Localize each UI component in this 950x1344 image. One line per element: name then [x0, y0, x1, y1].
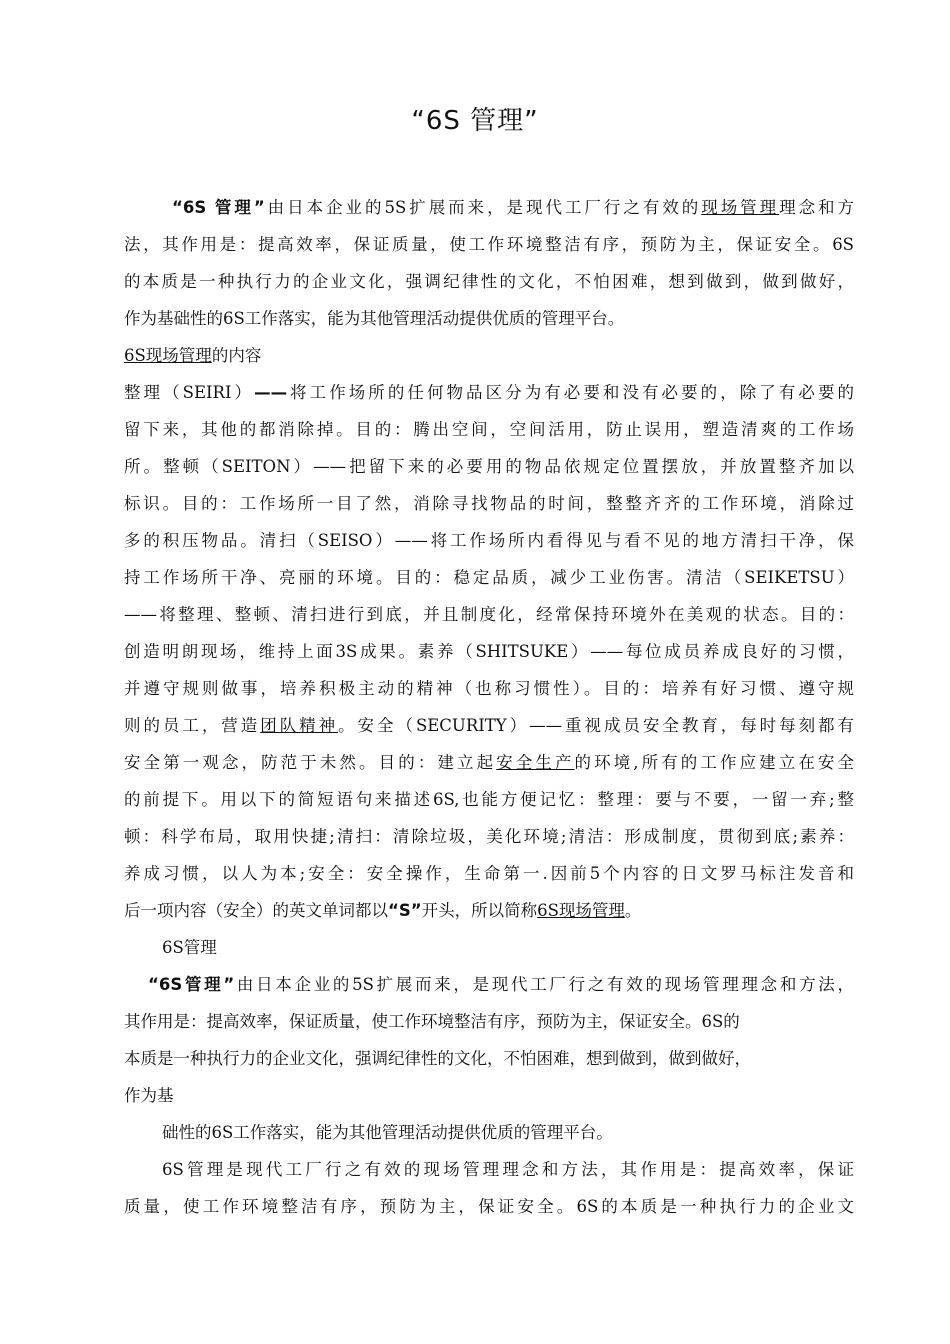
text-line: 留下来，其他的都消除掉。目的：腾出空间，空间活用，防止误用，塑造清爽的工作场 — [124, 420, 854, 439]
text-line: 养成习惯，以人为本;安全：安全操作，生命第一.因前5个内容的日文罗马标注发音和 — [124, 864, 854, 883]
text-line: 持工作场所干净、亮丽的环境。目的：稳定品质，减少工业伤害。清洁（SEIKETSU） — [124, 568, 854, 587]
text-line: “6S管理”由日本企业的5S扩展而来，是现代工厂行之有效的现场管理理念和方法， — [148, 975, 854, 994]
text-line: 法，其作用是：提高效率，保证质量，使工作环境整洁有序，预防为主，保证安全。6S — [124, 235, 854, 254]
text-line: 所。整顿（SEITON）——把留下来的必要用的物品依规定位置摆放，并放置整齐加以 — [124, 457, 854, 476]
text-line: 并遵守规则做事，培养积极主动的精神（也称习惯性）。目的：培养有好习惯、遵守规 — [124, 679, 854, 698]
text-line: “6S 管理”由日本企业的5S扩展而来，是现代工厂行之有效的现场管理理念和方 — [172, 198, 855, 217]
text-line: 作为基 — [124, 1086, 174, 1105]
link-6s-xianchang-guanli[interactable]: 6S现场管理 — [124, 346, 212, 365]
text-line: 多的积压物品。清扫（SEISO）——将工作场所内看得见与看不见的地方清扫干净，保 — [124, 531, 854, 550]
text-line: 则的员工，营造团队精神。安全（SECURITY）——重视成员安全教育，每时每刻都有 — [124, 716, 855, 735]
text-line: 标识。目的：工作场所一目了然，消除寻找物品的时间，整整齐齐的工作环境，消除过 — [124, 494, 854, 513]
subheading-6s-guanli: 6S管理 — [162, 938, 217, 957]
text-line: 的本质是一种执行力的企业文化，强调纪律性的文化，不怕困难，想到做到，做到做好， — [124, 272, 854, 291]
text-line: 后一项内容（安全）的英文单词都以“S”开头，所以简称6S现场管理。 — [124, 901, 642, 920]
link-xianchang-guanli[interactable]: 现场管理 — [701, 198, 780, 217]
text-line: 质量，使工作环境整洁有序，预防为主，保证安全。6S的本质是一种执行力的企业文 — [124, 1197, 854, 1216]
text-line: 作为基础性的6S工作落实，能为其他管理活动提供优质的管理平台。 — [124, 309, 625, 328]
text-line: 整理（SEIRI）——将工作场所的任何物品区分为有必要和没有必要的，除了有必要的 — [124, 383, 855, 402]
text-line: 6S管理是现代工厂行之有效的现场管理理念和方法，其作用是：提高效率，保证 — [162, 1160, 854, 1179]
section-heading: 6S现场管理的内容 — [124, 346, 262, 365]
text-line: 本质是一种执行力的企业文化，强调纪律性的文化，不怕困难，想到做到，做到做好， — [124, 1049, 751, 1068]
text-line: ——将整理、整顿、清扫进行到底，并且制度化，经常保持环境外在美观的状态。目的： — [124, 605, 854, 624]
link-6s-xianchang-guanli-2[interactable]: 6S现场管理 — [537, 901, 625, 920]
link-anquan-shengchan[interactable]: 安全生产 — [496, 753, 575, 772]
text-line: 创造明朗现场，维持上面3S成果。素养（SHITSUKE）——每位成员养成良好的习惯， — [124, 642, 854, 661]
text-line: 安全第一观念，防范于未然。目的：建立起安全生产的环境,所有的工作应建立在安全 — [124, 753, 855, 772]
document-title: “6S 管理” — [411, 106, 539, 136]
link-tuandui-jingshen[interactable]: 团队精神 — [260, 716, 339, 735]
text-line: 础性的6S工作落实，能为其他管理活动提供优质的管理平台。 — [162, 1123, 613, 1142]
text-line: 其作用是：提高效率，保证质量，使工作环境整洁有序，预防为主，保证安全。6S的 — [124, 1012, 740, 1031]
text-line: 的前提下。用以下的简短语句来描述6S,也能方便记忆：整理：要与不要，一留一弃;整 — [124, 790, 854, 809]
text-line: 顿：科学布局，取用快捷;清扫：清除垃圾，美化环境;清洁：形成制度，贯彻到底;素养： — [124, 827, 854, 846]
